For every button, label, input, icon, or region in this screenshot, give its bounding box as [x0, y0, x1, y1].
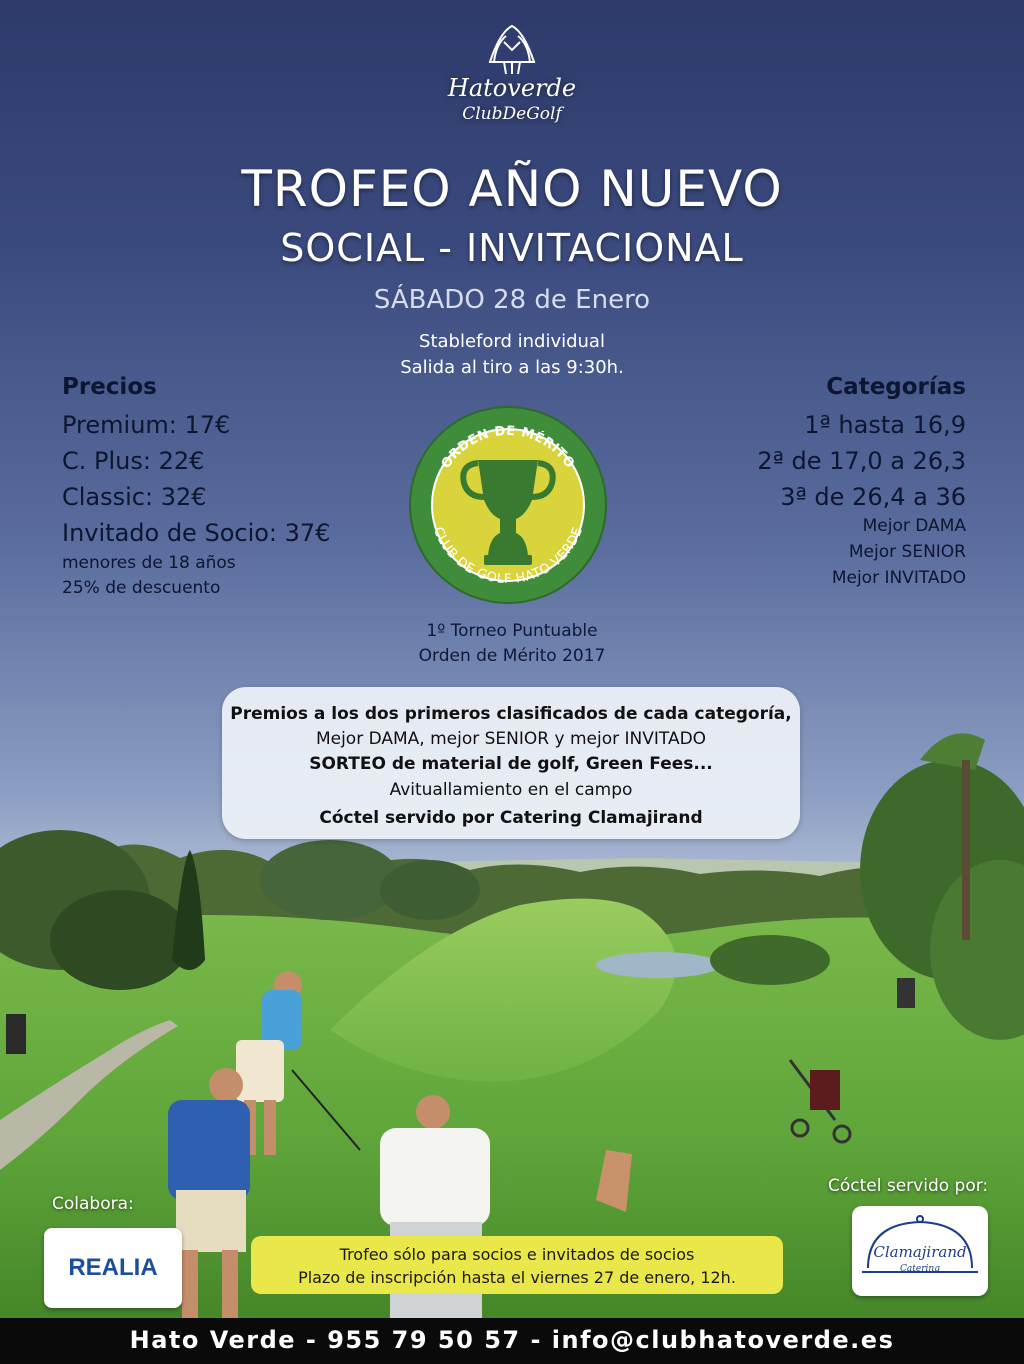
prize-line: Premios a los dos primeros clasificados de cada categoría,: [230, 704, 792, 724]
prizes-box: [222, 687, 800, 839]
caterer-subtitle: Catering: [900, 1264, 940, 1274]
notice-line: Trofeo sólo para socios e invitados de socios: [339, 1245, 695, 1264]
event-subtitle: SOCIAL - INVITACIONAL: [280, 226, 744, 270]
event-date: SÁBADO 28 de Enero: [373, 285, 651, 315]
award-item: Mejor DAMA: [862, 516, 966, 536]
price-item: Invitado de Socio: 37€: [62, 519, 331, 547]
caterer-name: Clamajirand: [873, 1243, 967, 1261]
price-item: Premium: 17€: [62, 411, 231, 439]
orden-de-merito-badge: [408, 405, 608, 605]
prize-line: Avituallamiento en el campo: [389, 780, 633, 800]
category-item: 3ª de 26,4 a 36: [780, 483, 966, 511]
event-start: Salida al tiro a las 9:30h.: [400, 357, 624, 378]
award-item: Mejor SENIOR: [848, 542, 966, 562]
club-logo: [412, 22, 612, 142]
price-note: menores de 18 años: [62, 553, 236, 573]
price-item: C. Plus: 22€: [62, 447, 205, 475]
caterer-logo: [852, 1206, 988, 1296]
category-item: 1ª hasta 16,9: [804, 411, 966, 439]
badge-top-text: ORDEN DE MÉRITO: [438, 423, 578, 472]
event-mode: Stableford individual: [419, 331, 605, 352]
notice-box: [251, 1236, 783, 1294]
sponsor-name: REALIA: [68, 1254, 158, 1281]
notice-line: Plazo de inscripción hasta el viernes 27 de enero, 12h.: [298, 1268, 736, 1287]
tournament-line: Orden de Mérito 2017: [418, 646, 606, 666]
prize-line: Cóctel servido por Catering Clamajirand: [319, 808, 703, 828]
footer-bar: [0, 1318, 1024, 1364]
event-title: TROFEO AÑO NUEVO: [241, 160, 783, 218]
sponsor-logo: [44, 1228, 182, 1308]
prices-heading: Precios: [62, 374, 157, 400]
award-item: Mejor INVITADO: [831, 568, 966, 588]
price-item: Classic: 32€: [62, 483, 207, 511]
price-note: 25% de descuento: [62, 578, 221, 598]
prize-line: SORTEO de material de golf, Green Fees...: [309, 754, 713, 774]
club-name: Hatoverde: [447, 74, 577, 102]
caterer-label: Cóctel servido por:: [828, 1176, 989, 1196]
categories-heading: Categorías: [826, 374, 966, 400]
club-subtitle: ClubDeGolf: [462, 104, 562, 124]
sponsor-label: Colabora:: [52, 1194, 134, 1214]
badge-ring-text: CLUB DE GOLF HATO VERDE: [429, 525, 587, 588]
prize-line: Mejor DAMA, mejor SENIOR y mejor INVITADO: [315, 729, 707, 749]
footer-contact: Hato Verde - 955 79 50 57 - info@clubhatoverde.es: [129, 1326, 895, 1354]
tree-icon: [412, 22, 612, 82]
tournament-line: 1º Torneo Puntuable: [426, 621, 598, 641]
category-item: 2ª de 17,0 a 26,3: [757, 447, 966, 475]
